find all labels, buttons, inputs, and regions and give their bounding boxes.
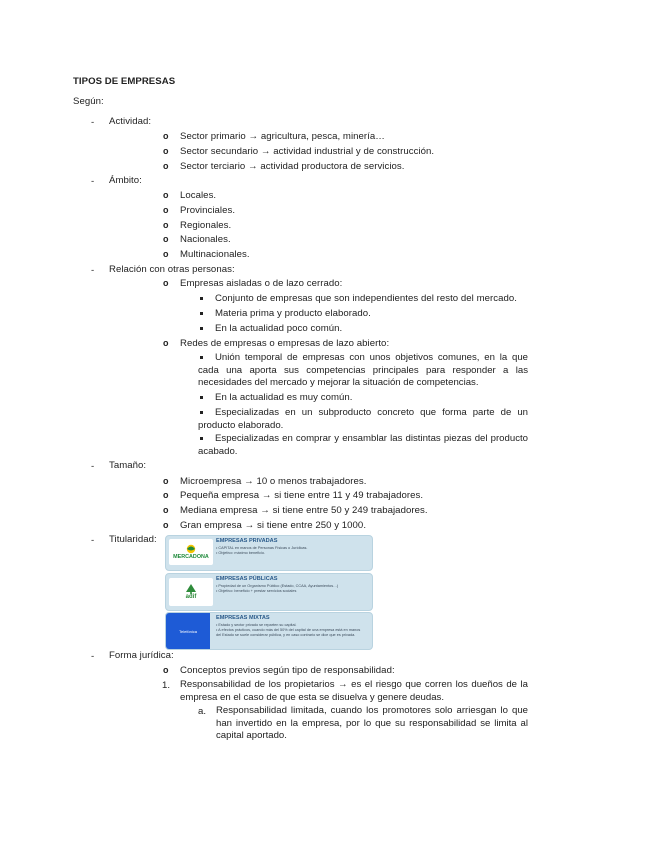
- list-item: Pequeña empresa → si tiene entre 11 y 49 trabajadores.: [180, 490, 424, 501]
- bullet-circle: o: [163, 249, 169, 259]
- list-item: Especializadas en un subproducto concreto que forma parte de un producto elaborado.: [198, 407, 528, 431]
- list-item: Sector primario → agricultura, pesca, minería…: [180, 131, 385, 142]
- card-line: • Objetivo: máximo beneficio.: [216, 551, 266, 555]
- numbered-marker: 1.: [162, 680, 171, 691]
- bullet-dash: -: [91, 117, 95, 128]
- list-item: En la actualidad es muy común.: [215, 392, 353, 403]
- mercadona-logo-text: MERCADONA: [173, 554, 209, 560]
- list-item: Provinciales.: [180, 205, 236, 216]
- adif-logo-text: adif: [185, 594, 197, 600]
- section-ambito-label: Ámbito:: [109, 175, 142, 186]
- telefonica-logo: [166, 613, 210, 649]
- bullet-circle: o: [163, 338, 169, 348]
- bullet-circle: o: [163, 220, 169, 230]
- bullet-circle: o: [163, 505, 169, 515]
- list-item: Sector terciario → actividad productora de servicios.: [180, 161, 405, 172]
- section-forma-label: Forma jurídica:: [109, 650, 174, 661]
- list-item: Unión temporal de empresas con unos objetivos comunes, en la que cada una aporta sus competencias principales para responder a las necesidades del mercado y mejorar la situación de competencias.: [198, 352, 528, 389]
- bullet-circle: o: [163, 278, 169, 288]
- bullet-circle: o: [163, 190, 169, 200]
- bullet-dash: -: [91, 535, 95, 546]
- bullet-circle: o: [163, 520, 169, 530]
- section-tamano-label: Tamaño:: [109, 460, 147, 471]
- bullet-circle: o: [163, 161, 169, 171]
- list-item: En la actualidad poco común.: [215, 323, 343, 334]
- list-item: Mediana empresa → si tiene entre 50 y 249 trabajadores.: [180, 505, 428, 516]
- bullet-circle: o: [163, 131, 169, 141]
- bullet-circle: o: [163, 146, 169, 156]
- bullet-dash: -: [91, 461, 95, 472]
- section-relacion-label: Relación con otras personas:: [109, 264, 235, 275]
- list-item: Empresas aisladas o de lazo cerrado:: [180, 278, 343, 289]
- list-item: Conjunto de empresas que son independientes del resto del mercado.: [215, 293, 517, 304]
- card-line: • Estado y sector privado se reparten su capital.: [216, 623, 297, 627]
- card-line: • Objetivo: beneficio + prestar servicios sociales: [216, 589, 297, 593]
- bullet-circle: o: [163, 205, 169, 215]
- bullet-circle: o: [163, 476, 169, 486]
- bullet-dash: -: [91, 265, 95, 276]
- card-empresas-privadas: [165, 535, 373, 571]
- list-item: Nacionales.: [180, 234, 231, 245]
- section-actividad-label: Actividad:: [109, 116, 152, 127]
- mercadona-logo: [169, 539, 213, 565]
- lettered-marker: a.: [198, 706, 207, 717]
- card-line: • CAPITAL en manos de Personas Físicas o Jurídicas.: [216, 546, 308, 550]
- card-title: EMPRESAS MIXTAS: [216, 615, 270, 621]
- section-titularidad-label: Titularidad:: [109, 534, 157, 545]
- card-title: EMPRESAS PÚBLICAS: [216, 576, 278, 582]
- card-empresas-publicas: [165, 573, 373, 611]
- adif-tree-icon: [185, 584, 197, 594]
- list-item: Conceptos previos según tipo de responsabilidad:: [180, 665, 395, 676]
- intro-text: Según:: [73, 96, 104, 107]
- bullet-circle: o: [163, 665, 169, 675]
- lettered-item: Responsabilidad limitada, cuando los promotores solo arriesgan lo que han invertido en la empresa, por lo que su responsabilidad se limita al capital aportado.: [216, 705, 528, 742]
- page-title: TIPOS DE EMPRESAS: [73, 76, 176, 87]
- bullet-dash: -: [91, 651, 95, 662]
- list-item: Sector secundario → actividad industrial y de construcción.: [180, 146, 435, 157]
- card-empresas-mixtas: [165, 612, 373, 650]
- list-item: Especializadas en comprar y ensamblar las distintas piezas del producto acabado.: [198, 433, 528, 457]
- adif-logo: [169, 578, 213, 606]
- mercadona-leaf-icon: [184, 544, 198, 554]
- list-item: Locales.: [180, 190, 217, 201]
- bullet-square: [200, 297, 203, 300]
- bullet-dash: -: [91, 176, 95, 187]
- list-item: Regionales.: [180, 220, 232, 231]
- list-item: Multinacionales.: [180, 249, 250, 260]
- numbered-item: Responsabilidad de los propietarios → es el riesgo que corren los dueños de la empresa en el caso de que esta se disuelva y genere deudas.: [180, 679, 528, 703]
- bullet-square: [200, 312, 203, 315]
- list-item: Microempresa → 10 o menos trabajadores.: [180, 476, 367, 487]
- bullet-square: [200, 396, 203, 399]
- bullet-circle: o: [163, 490, 169, 500]
- bullet-circle: o: [163, 234, 169, 244]
- list-item: Gran empresa → si tiene entre 250 y 1000.: [180, 520, 367, 531]
- card-line: • A efectos prácticos, cuando más del 50% del capital de una empresa está en manos del Estado se suele considerar pública, y en caso contrario se dice que es privada.: [216, 628, 361, 637]
- telefonica-logo-text: Telefónica: [178, 628, 197, 634]
- list-item: Redes de empresas o empresas de lazo abierto:: [180, 338, 390, 349]
- list-item: Materia prima y producto elaborado.: [215, 308, 371, 319]
- card-line: • Propiedad de un Organismo Público (Estado, CCAA, Ayuntamientos…): [216, 584, 339, 588]
- bullet-square: [200, 327, 203, 330]
- card-title: EMPRESAS PRIVADAS: [216, 538, 278, 544]
